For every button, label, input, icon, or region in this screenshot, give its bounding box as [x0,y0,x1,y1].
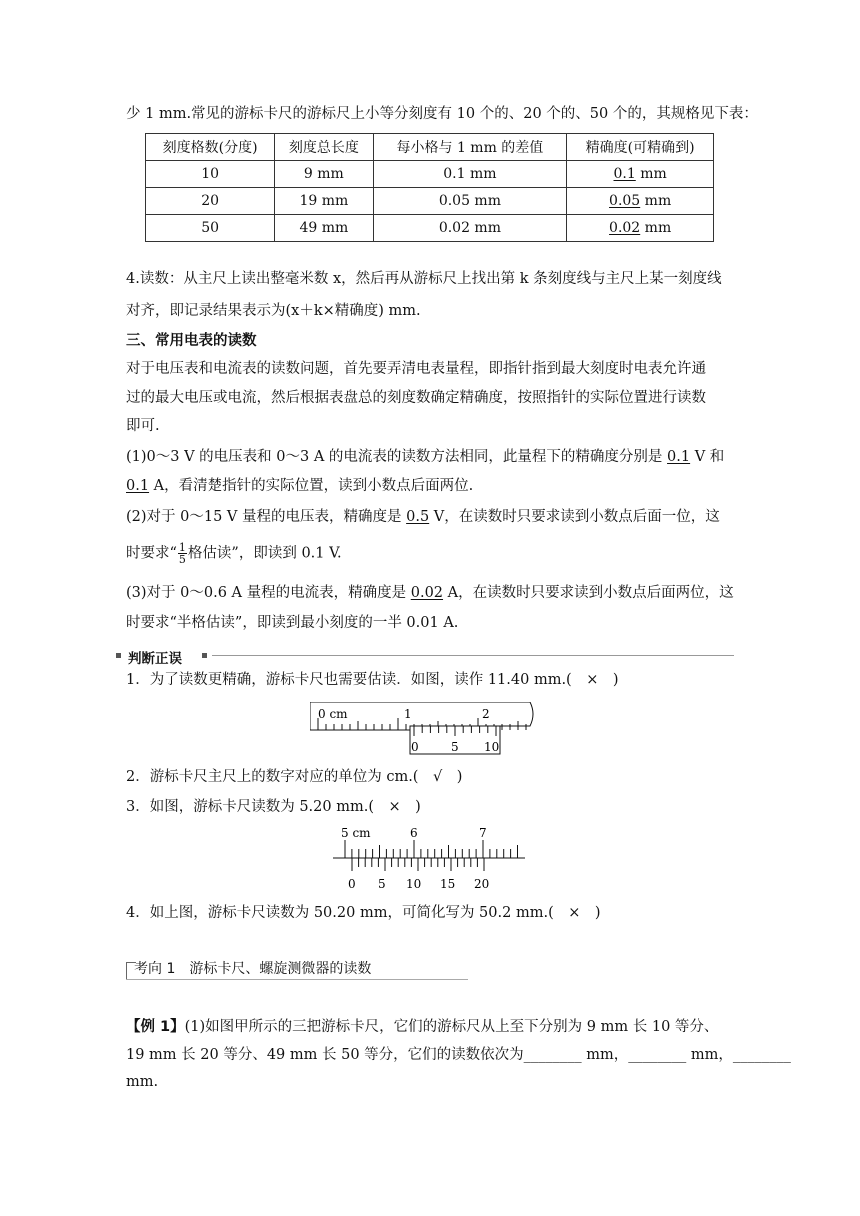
precision-unit: mm [640,220,672,236]
main-scale-label: 7 [479,826,487,840]
kaoxiang-title: 考向 1 游标卡尺、螺旋测微器的读数 [134,961,372,977]
judge-question-4: 4．如上图，游标卡尺读数为 50.20 mm，可简化写为 50.2 mm.( × ) [126,905,601,921]
item-3-line-1 [126,582,734,604]
table-cell: 0.05 mm [373,188,567,215]
paragraph-line: 对于电压表和电流表的读数问题，首先要弄清电表量程，即指针指到最大刻度时电表允许通 [126,361,706,377]
bullet-square-icon [116,653,121,658]
precision-unit: mm [635,166,667,182]
answer-value: 0.02 [410,585,444,601]
fraction-numerator: 1 [178,541,186,554]
kaoxiang-header [126,958,468,980]
table-row [146,188,714,215]
item-1-line-2 [126,475,473,497]
table-header: 精确度(可精确到) [567,134,714,161]
item-2-line-2 [126,542,342,565]
table-cell: 50 [146,215,275,242]
table-cell: 19 mm [275,188,373,215]
caliper-figure-2 [333,825,528,891]
text-run: (3)对于 0～0.6 A 量程的电流表，精确度是 [126,585,411,601]
table-cell [567,215,714,242]
table-cell: 0.1 mm [373,161,567,188]
main-scale-label: 1 [404,707,412,721]
vernier-label: 10 [484,740,500,754]
table-cell: 10 [146,161,275,188]
item-3-line-2: 时要求“半格估读”，即读到最小刻度的一半 0.01 A. [126,615,459,631]
vernier-label: 10 [406,877,422,891]
text-run: A，看清楚指针的实际位置，读到小数点后面两位. [149,478,474,494]
vernier-label: 5 [451,740,459,754]
paragraph-line: 过的最大电压或电流，然后根据表盘总的刻度数确定精确度，按照指针的实际位置进行读数 [126,390,706,406]
example-line-2: 19 mm 长 20 等分、49 mm 长 50 等分，它们的读数依次为________ mm，________ mm，________ [126,1047,791,1063]
table-cell: 20 [146,188,275,215]
vernier-label: 15 [440,877,456,891]
table-row [146,161,714,188]
table-cell: 0.02 mm [373,215,567,242]
answer-value: 0.1 [667,449,691,465]
text-run: 时要求“ [126,545,177,562]
fraction [178,542,187,565]
table-header: 每小格与 1 mm 的差值 [373,134,567,161]
divider [212,655,734,656]
caliper-figure-1 [310,702,535,758]
vernier-label: 0 [411,740,419,754]
table-header: 刻度总长度 [275,134,373,161]
judge-question-2: 2．游标卡尺主尺上的数字对应的单位为 cm.( √ ) [126,769,463,785]
vernier-label: 5 [378,877,386,891]
judge-title: 判断正误 [128,651,182,667]
judge-question-3: 3．如图，游标卡尺读数为 5.20 mm.( × ) [126,799,421,815]
table-cell: 9 mm [275,161,373,188]
reading-line-2: 对齐，即记录结果表示为(x＋k×精确度) mm. [126,303,421,319]
table-header-row [146,134,714,161]
header-underline [126,979,468,980]
header-corner-line [126,962,127,980]
text-run: 格估读”，即读到 0.1 V. [187,545,342,562]
text-run: V，在读数时只要求读到小数点后面一位，这 [429,509,720,525]
judge-question-1: 1．为了读数更精确，游标卡尺也需要估读．如图，读作 11.40 mm.( × ) [126,672,619,688]
main-scale-label: 0 cm [318,707,348,721]
precision-value: 0.1 [613,166,636,182]
judge-section-header [116,648,734,667]
table-header: 刻度格数(分度) [146,134,275,161]
fraction-denominator: 5 [178,553,186,566]
vernier-scale [410,726,500,754]
table-cell [567,161,714,188]
table-row [146,215,714,242]
paragraph-line: 即可. [126,418,160,434]
table-cell [567,188,714,215]
example-tag: 【例 1】 [126,1019,185,1035]
text-run: (1)0～3 V 的电压表和 0～3 A 的电流表的读数方法相同，此量程下的精确度分别是 [126,449,668,465]
text-run: (2)对于 0～15 V 量程的电压表，精确度是 [126,509,407,525]
text-run: V 和 [690,449,725,465]
vernier-label: 0 [348,877,356,891]
vernier-label: 20 [474,877,490,891]
main-scale-label: 2 [482,707,490,721]
precision-value: 0.05 [609,193,641,209]
precision-value: 0.02 [609,220,641,236]
example-line-1 [126,1016,718,1038]
table-cell: 49 mm [275,215,373,242]
precision-unit: mm [640,193,672,209]
answer-value: 0.5 [406,509,430,525]
intro-line: 少 1 mm.常见的游标卡尺的游标尺上小等分刻度有 10 个的、20 个的、50 个的，其规格见下表： [126,106,758,122]
reading-line-1: 4.读数：从主尺上读出整毫米数 x，然后再从游标尺上找出第 k 条刻度线与主尺上某一刻度线 [126,271,722,287]
bullet-square-icon [202,653,207,658]
main-scale-label: 6 [410,826,418,840]
answer-value: 0.1 [126,478,150,494]
item-2-line-1 [126,506,720,528]
example-line-3: mm. [126,1074,159,1090]
item-1-line-1 [126,446,724,468]
text-run: (1)如图甲所示的三把游标卡尺，它们的游标尺从上至下分别为 9 mm 长 10 等分、 [184,1019,719,1035]
spec-table [145,133,714,242]
text-run: A，在读数时只要求读到小数点后面两位，这 [443,585,734,601]
main-scale-label: 5 cm [341,826,371,840]
section-title: 三、常用电表的读数 [126,333,257,349]
